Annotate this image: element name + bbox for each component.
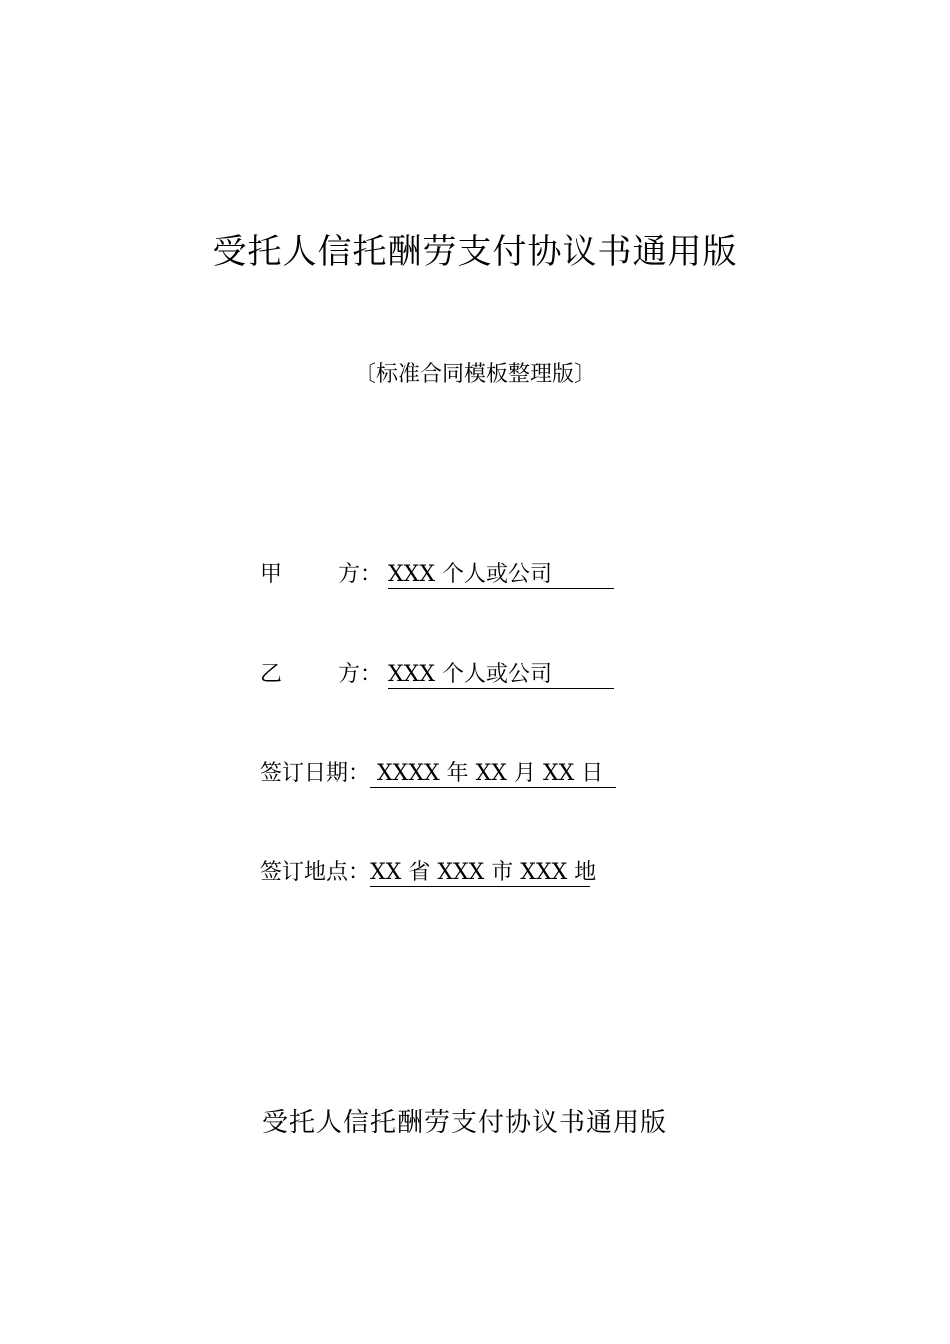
- sign-place-label: 签订地点：: [260, 860, 371, 885]
- document-subtitle: 〔标准合同模板整理版〕: [353, 362, 596, 387]
- party-a-value: XXX 个人或公司: [388, 562, 614, 589]
- sign-date-value: XXXX 年 XX 月 XX 日: [370, 761, 616, 788]
- document-title: 受托人信托酬劳支付协议书通用版: [212, 232, 738, 272]
- sign-date-label: 签订日期：: [260, 761, 371, 786]
- party-a-label-char1: 甲: [260, 562, 283, 587]
- party-b-label-char2: 方：: [338, 662, 383, 687]
- party-b-value: XXX 个人或公司: [388, 662, 614, 689]
- footer-title: 受托人信托酬劳支付协议书通用版: [262, 1108, 668, 1138]
- party-a-label: [260, 558, 388, 592]
- sign-place-field: [260, 856, 597, 890]
- party-a-field: [260, 558, 614, 592]
- party-b-label: [260, 658, 388, 692]
- sign-date-field: [260, 757, 616, 791]
- party-a-label-char2: 方：: [338, 562, 383, 587]
- party-b-field: [260, 658, 614, 692]
- party-b-label-char1: 乙: [260, 662, 283, 687]
- sign-place-value: XX 省 XXX 市 XXX 地: [370, 860, 597, 885]
